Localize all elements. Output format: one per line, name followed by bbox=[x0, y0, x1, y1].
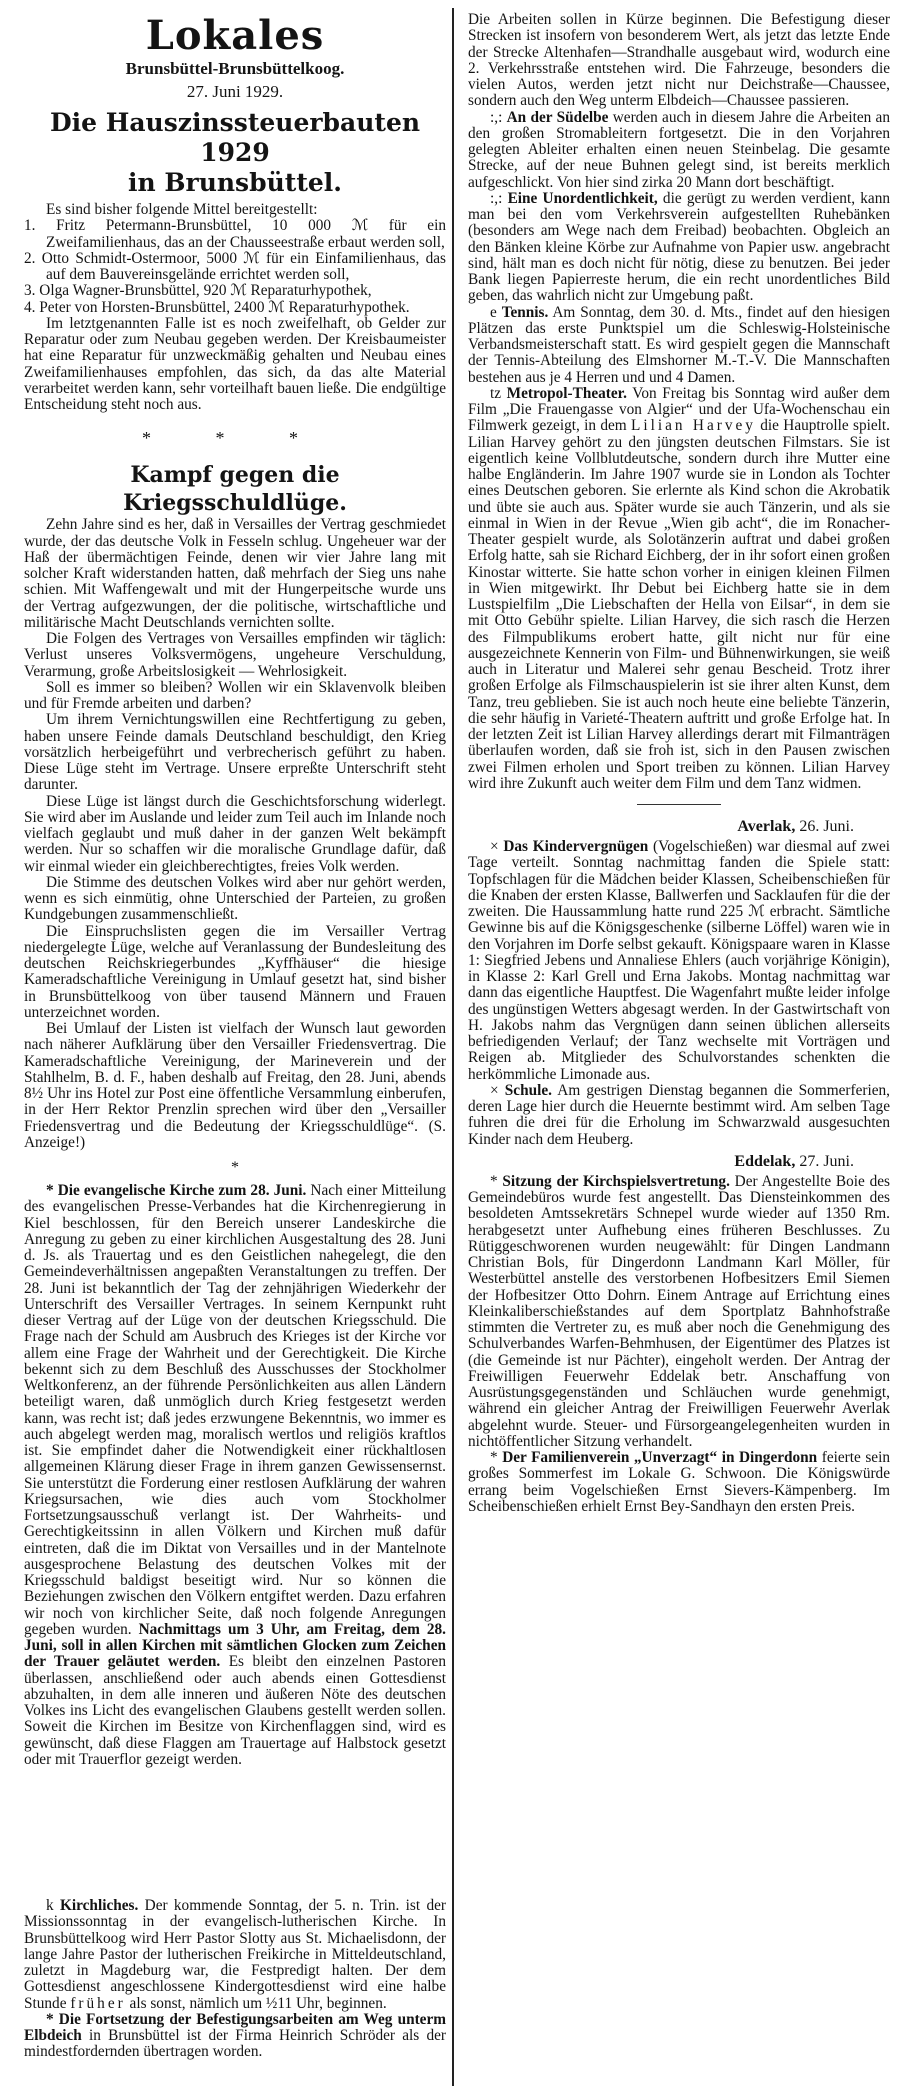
author-mark: tz bbox=[490, 384, 507, 402]
list-item: 3. Olga Wagner-Brunsbüttel, 920 ℳ Reparaturhypothek, bbox=[24, 282, 372, 300]
article-lead: Metropol-Theater. bbox=[506, 384, 627, 402]
article-text: Nach einer Mitteilung des evangelischen Presse-Verbandes hat die Kirchenregierung in Kiel beschlossen, für den Bereich unserer Landeskirche die Anregung zu geben zu einer kirchlichen Ausgestaltung des 28. Juni d. Js. als Trauertag und es den Geistlichen nahegelegt, die den Gemeindeverhältnissen angepaßten Veranstaltungen zu treffen. Der 28. Juni ist bekanntlich der Tag der zehnjährigen Wiederkehr der Unterschrift des Versailler Vertrages. In seinem Kernpunkt ruht dieser Vertrag auf der Lüge von der deutschen Kriegsschuld. Die Frage nach der Schuld am Ausbruch des Krieges ist der Kirche vor allem eine Frage der Wahrheit und der Gerechtigkeit. Die Kirche bekennt sich zu dem Beschluß des Ausschusses der Stockholmer Weltkonferenz, an der führende Persönlichkeiten aus allen Ländern beteiligt waren, daß unmöglich durch Krieg festgesetzt werden kann, was recht ist; daß jedes erzwungene Bekenntnis, wo immer es auch abgelegt werden mag, moralisch wertlos und religiös kraftlos ist. Sie empfindet daher die Notwendigkeit einer rückhaltlosen allgemeinen Klärung dieser Frage in ihrem ganzen Gewissensernst. Sie unterstützt die Forderung einer restlosen Aufklärung der wahren Kriegsursachen, wie dies auch vom Stockholmer Fortsetzungsausschuß verlangt ist. Der Wahrheits- und Gerechtigkeitssinn in allen Völkern und Kirchen muß dafür eintreten, daß die im Diktat von Versailles und in der Mantelnote ausgesprochene Belastung des deutschen Volkes mit der Kriegsschuld baldigst beseitigt wird. Nur so können die Beziehungen zwischen den Völkern entgiftet werden. Dazu erfahren wir noch von kirchlicher Seite, daß noch folgende Anregungen gegeben wurden. bbox=[24, 1182, 446, 1638]
column-divider bbox=[452, 8, 454, 2086]
dateline-averlak bbox=[468, 817, 890, 837]
author-mark: e bbox=[490, 303, 502, 321]
section-rule bbox=[637, 804, 721, 805]
article-lead: Eine Unordentlichkeit, bbox=[507, 189, 658, 207]
article-text: Von Freitag bis Sonntag wird außer dem Film „Die Frauengasse von Algier“ und der Ufa-Wochenschau ein Filmwerk gezeigt, in dem bbox=[468, 384, 891, 435]
list-item: 2. Otto Schmidt-Ostermoor, 5000 ℳ für ein Einfamilienhaus, das auf dem Bauvereinsgelände errichtet werden soll, bbox=[24, 249, 446, 283]
article-text: Der kommende Sonntag, der 5. n. Trin. ist der Missionssonntag in der evangelisch-lutherischen Kirche. In Brunsbüttelkoog wird Herr Pastor Slotty aus St. Michaelisdonn, der lange Jahre Pastor der lutherischen Freikirche in Mitteldeutschland, zuletzt in Magdeburg war, die Festpredigt halten. Der dem Gottesdienst angeschlossene Kindergottesdienst wird eine halbe Stunde bbox=[24, 1897, 446, 2012]
section-title: Lokales bbox=[145, 12, 325, 59]
article-familienverein bbox=[468, 1450, 890, 1515]
article-text: Der Angestellte Boie des Gemeindebüros wurde fest angestellt. Das Diensteinkommen des besoldeten Amtssekretärs Schnepel wurde wieder auf 1350 Rm. herabgesetzt unter Aufhebung eines früheren Beschlusses. Zu Rütiggeschworenen wurden neugewählt: für Dingen Landmann Christian Bols, für Dingerdonn Landmann Karl Möller, für Westerbüttel anstelle des verstorbenen Hofbesitzers Emil Siemen der Hofbesitzer Otto Dohrn. Einem Antrage auf Errichtung eines Kleinkaliberschießstandes auf dem Sportplatz Bahnhofstraße stimmten die Vertreter zu, es muß aber noch die Genehmigung des Schulverbandes Warfen-Behmhusen, der Eigentümer des Platzes ist (die Gemeinde ist nur Pächter), eingeholt werden. Der Antrag der Freiwilligen Feuerwehr Eddelak betr. Anschaffung von Ausrüstungsgegenständen und Schläuchen wurde genehmigt, während ein gleicher Antrag der Freiwilligen Feuerwehr Averlak abgelehnt wurde. Steuer- und Fürsorgeangelegenheiten wurden in nichtöffentlicher Sitzung verhandelt. bbox=[468, 1172, 890, 1450]
article-text: die gerügt zu werden verdient, kann man bei den vom Verkehrsverein aufgestellten Ruhebänken (besonders am Wege nach dem Freibad) beobachten. Obgleich an den Bänken kleine Körbe zur Aufnahme von Papier usw. angebracht sind, hält man es doch nicht für nötig, diese zu benutzen. Bei jeder Bank liegen Papierreste herum, die ein recht unordentliches Bild geben, das wahrlich nicht zur Umgebung paßt. bbox=[468, 189, 890, 305]
author-mark: * bbox=[490, 1449, 503, 1466]
paragraph: Bei Umlauf der Listen ist vielfach der Wunsch laut geworden nach näherer Aufklärung über den Versailler Friedensvertrag. Die Kameradschaftliche Vereinigung, der Marineverein und der Stahlhelm, B. d. F., haben deshalb auf Freitag, den 28. Juni, abends 8½ Uhr ins Hotel zur Post eine öffentliche Versammlung einberufen, in der Herr Rektor Prenzlin sprechen wird über den „Versailler Friedensvertrag und die Bedeutung der Kriegsschuldlüge“. (S. Anzeige!) bbox=[24, 1020, 446, 1151]
article-lead: Schule. bbox=[504, 1081, 552, 1099]
paragraph: Es sind bisher folgende Mittel bereitgestellt: bbox=[46, 201, 318, 218]
separator-star: * bbox=[231, 1159, 239, 1176]
article-suedelbe bbox=[468, 110, 890, 191]
article-schule bbox=[468, 1083, 890, 1148]
paragraph: Die Einspruchslisten gegen die im Versailler Vertrag niedergelegte Lüge, welche auf Veranlassung der Bundesleitung des deutschen Reichskriegerbundes „Kyffhäuser“ die hiesige Kameradschaftliche Vereinigung in Umlauf gesetzt hat, sind bisher in Brunsbüttelkoog von über tausend Männern und Frauen unterzeichnet worden. bbox=[24, 922, 446, 1021]
left-column bbox=[24, 14, 446, 1768]
separator-stars: * * * bbox=[142, 428, 328, 449]
article-emphasis: Nachmittags um 3 Uhr, am Freitag, dem 28. Juni, soll in allen Kirchen mit sämtlichen Glocken zum Zeichen der Trauer geläutet werden. bbox=[24, 1620, 446, 1671]
headline: Kampf gegen die Kriegsschuldlüge. bbox=[123, 462, 347, 517]
article-text: Am Sonntag, dem 30. d. Mts., findet auf den hiesigen Plätzen das erste Punktspiel um die Schleswig-Holsteinische Verbandsmeisterschaft statt. Es wird gespielt gegen die Mannschaft der Tennis-Abteilung des Elmshorner M.-T.-V. Die Mannschaften bestehen aus je 4 Herren und und 4 Damen. bbox=[468, 303, 890, 386]
article-befestigungsarbeiten-continued: Die Arbeiten sollen in Kürze beginnen. Die Befestigung dieser Strecken ist insofern von besonderem Wert, als jetzt das letzte Ende der Strecke Altenhafen—Strandhalle ausgebaut wird, wodurch eine 2. Verkehrsstraße entstehen wird. Die Fahrzeuge, besonders die vielen Autos, werden jetzt nicht nur Deichstraße—Chaussee, sondern auch den Weg unterm Elbdeich—Chaussee passieren. bbox=[468, 11, 890, 110]
article-lead: Kirchliches. bbox=[59, 1897, 139, 1914]
article-text-spaced: früher bbox=[70, 1994, 126, 2012]
article-lead: Der Familienverein „Unverzagt“ in Dingerdonn bbox=[502, 1449, 818, 1466]
author-mark: :,: bbox=[490, 189, 508, 207]
dateline-date: 26. Juni. bbox=[795, 818, 854, 835]
paragraph: Diese Lüge ist längst durch die Geschichtsforschung widerlegt. Sie wird aber im Auslande und leider zum Teil auch im Inlande noch vielfach geglaubt und muß daher in der ganzen Welt bekämpft werden. Nur so schaffen wir die moralische Grundlage dafür, daß wir einmal wieder ein gleichberechtigtes, freies Volk werden. bbox=[24, 792, 446, 875]
dateline-place: Averlak, bbox=[737, 818, 796, 835]
article-metropol-theater bbox=[468, 386, 890, 792]
article-evangelische-kirche bbox=[24, 1183, 446, 1768]
article-tennis bbox=[468, 305, 890, 386]
author-mark: * bbox=[490, 1172, 503, 1190]
paragraph: Um ihrem Vernichtungswillen eine Rechtfertigung zu geben, haben unsere Feinde damals Deutschland beschuldigt, den Krieg vorsätzlich herbeigeführt und verbrecherisch geführt zu haben. Diese Lüge steht im Vertrage. Unsere erpreßte Unterschrift steht darunter. bbox=[24, 711, 446, 794]
article-text: (Vogelschießen) war diesmal auf zwei Tage verteilt. Sonntag nachmittag fanden die Spiele statt: Topfschlagen für die Mädchen beider Klassen, Scheibenschießen für die Knaben der ersten Klasse, Ballwerfen und Sacklaufen für die der zweiten. Die Haussammlung hatte rund 225 ℳ erbracht. Sämtliche Gewinne bis auf die Königsgeschenke (silberne Löffel) waren wie in den Vorjahren im Dorfe selbst gekauft. Königspaare waren in Klasse 1: Siegfried Jebens und Annaliese Ehlers (auch vorjährige Königin), in Klasse 2: Karl Grell und Erna Jakobs. Montag nachmittag war dann das eigentliche Hauptfest. Die Wagenfahrt mußte leider infolge des ungünstigen Wetters abgesagt werden. In der Gastwirtschaft von H. Jakobs nahm das Vergnügen dann seinen üblichen allerseits befriedigenden Verlauf; der Tanz wechselte mit Vorträgen und Reigen ab. Mitglieder des Schulvorstandes schenkten die herkömmliche Limonade aus. bbox=[468, 838, 891, 1083]
right-column bbox=[468, 12, 890, 1515]
article-text: die Hauptrolle spielt. Lilian Harvey gehört zu den jüngsten deutschen Filmstars. Sie ist eigentlich keine Vollblutdeutsche, sondern durch ihre Mutter eine halbe Engländerin. Im Jahre 1907 wurde sie in London als Tochter eines Deutschen geboren. Sie erlernte als Kind schon die Akrobatik und übte sie auch aus. Später wurde sie auch Tänzerin, und als sie einmal in Wien in der Revue „Wien gib acht“, die im Ronacher-Theater gespielt wurde, als Solotänzerin auftrat und dabei großen Erfolg hatte, sah sie Richard Eichberg, der in ihr sofort einen großen Kinostar witterte. Sie hatte schon vorher in einigen kleinen Filmen in Wien mitgewirkt. Ihr Debut bei Eichberg hatte sie in dem Lustspielfilm „Die Liebschaften der Hella von Eilsar“, in dem sie mit Otto Gebühr spielte. Lilian Harvey, die sich rasch die Herzen des Filmpublikums erobert hatte, gilt nicht nur für eine ausgezeichnete Kennerin von Film- und Bühnenwirkungen, sie weiß auch in Literatur und Malerei sehr genau Bescheid. Trotz ihrer großen Erfolge als Filmschauspielerin ist sie ihrer alten Kunst, dem Tanz, treu geblieben. Sie ist auch noch heute eine beliebte Tänzerin, die sehr häufig in Varieté-Theatern auftritt und große Erfolge hat. In der letzten Zeit ist Lilian Harvey allerdings derart mit Filmanträgen überlaufen worden, daß sie froh ist, sich in den Pausen zwischen zwei Filmen erholen und Sport treiben zu können. Lilian Harvey wird ihre Zukunft auch weiter dem Film und dem Tanz widmen. bbox=[468, 417, 891, 792]
author-mark: :,: bbox=[490, 108, 507, 126]
article-kriegsschuldluege bbox=[24, 461, 446, 1151]
section-date: 27. Juni 1929. bbox=[186, 82, 284, 101]
dateline-place: Eddelak, bbox=[734, 1152, 796, 1170]
article-text-spaced: Lilian Harvey bbox=[631, 417, 756, 435]
author-mark: × bbox=[490, 838, 504, 855]
left-column-bottom bbox=[24, 1898, 446, 2061]
dateline-date: 27. Juni. bbox=[795, 1152, 854, 1170]
article-kindervergnuegen bbox=[468, 839, 890, 1083]
paragraph: Im letztgenannten Falle ist es noch zweifelhaft, ob Gelder zur Reparatur oder zum Neubau gegeben werden. Der Kreisbaumeister hat eine Reparatur für unzweckmäßig gehalten und Neubau eines Zweifamilienhauses empfohlen, das sich, da das alte Material verarbeitet werden kann, sehr vorteilhaft bauen ließe. Die endgültige Entscheidung steht noch aus. bbox=[24, 314, 446, 413]
author-mark: × bbox=[490, 1081, 505, 1099]
article-lead: Das Kindervergnügen bbox=[503, 838, 649, 855]
article-lead: Sitzung der Kirchspielsvertretung. bbox=[502, 1172, 730, 1190]
article-text: Am gestrigen Dienstag begannen die Sommerferien, deren Lage hier durch die Heuernte bestimmt wird. Am selben Tage fuhren die drei für die Erholung im Schwarzwald ausgesuchten Kinder nach dem Heuberg. bbox=[468, 1081, 891, 1148]
article-text: werden auch in diesem Jahre die Arbeiten an den großen Stromableitern fortgesetzt. Die in den Vorjahren gelegten Ableiter erhalten einen neuen Steinbelag. Die gesamte Strecke, auf der neue Buhnen gelegt sind, ist bereits merklich aufgeschlickt. Von hier sind zirka 20 Mann dort beschäftigt. bbox=[468, 108, 890, 191]
article-lead: * Die Fortsetzung der Befestigungsarbeiten am Weg unterm Elbdeich bbox=[24, 2010, 446, 2044]
section-place: Brunsbüttel-Brunsbüttelkoog. bbox=[125, 59, 345, 78]
list-item: 4. Peter von Horsten-Brunsbüttel, 2400 ℳ Reparaturhypothek. bbox=[24, 298, 410, 316]
article-text: feierte sein großes Sommerfest im Lokale G. Schwoon. Die Königswürde errang beim Vogelschießen Ernst Sievers-Kämpenberg. Im Scheibenschießen erhielt Ernst Bey-Sandhayn den ersten Preis. bbox=[468, 1449, 890, 1515]
headline: in Brunsbüttel. bbox=[128, 168, 342, 197]
article-unordentlichkeit bbox=[468, 191, 890, 305]
article-text: in Brunsbüttel ist der Firma Heinrich Schröder als der mindestfordernden übertragen worden. bbox=[24, 2027, 446, 2061]
paragraph: Zehn Jahre sind es her, daß in Versailles der Vertrag geschmiedet wurde, der das deutsche Volk in Fesseln schlug. Ungeheuer war der Haß der übermächtigen Feinde, denen wir vier Jahre lang mit solcher Kraft widerstanden hatten, daß mehrfach der Sieg uns nahe schien. Mit Waffengewalt und mit der Hungerpeitsche wurde uns der Vertrag aufgezwungen, der die politische, wirtschaftliche und militärische Macht Deutschlands vernichten sollte. bbox=[24, 516, 446, 631]
paragraph: Soll es immer so bleiben? Wollen wir ein Sklavenvolk bleiben und für Fremde arbeiten und darben? bbox=[24, 678, 446, 712]
article-kirchliches bbox=[24, 1898, 446, 2012]
paragraph: Die Folgen des Vertrages von Versailles empfinden wir täglich: Verlust unseres Volksvermögens, ungeheure Verschuldung, Verarmung, große Arbeitslosigkeit — Wehrlosigkeit. bbox=[24, 630, 446, 680]
headline: Die Hauszinssteuerbauten 1929 bbox=[49, 108, 421, 167]
article-kirchspielsvertretung bbox=[468, 1174, 890, 1450]
article-text: Es bleibt den einzelnen Pastoren überlassen, anschließend oder auch abends einen Gottesdienst abzuhalten, in dem alle inneren und äußeren Nöte des deutschen Volkes ins Licht des evangelischen Glaubens gestellt werden sollen. Soweit die Kirchen im Besitze von Kirchenflaggen sind, wird es gewünscht, daß diese Flaggen am Trauertage auf Halbstock gesetzt oder mit Trauerflor gezeigt werden. bbox=[24, 1653, 446, 1768]
list-item: 1. Fritz Petermann-Brunsbüttel, 10 000 ℳ für ein Zweifamilienhaus, das an der Chausseestraße erbaut werden soll, bbox=[24, 217, 446, 251]
article-text: als sonst, nämlich um ½11 Uhr, beginnen. bbox=[125, 1994, 387, 2012]
paragraph: Die Stimme des deutschen Volkes wird aber nur gehört werden, wenn es sich einmütig, ohne Unterschied der Parteien, zu großen Kundgebungen zusammenschließt. bbox=[24, 873, 446, 924]
dateline-eddelak bbox=[468, 1152, 890, 1172]
article-lead: Tennis. bbox=[501, 303, 549, 321]
article-lead: An der Südelbe bbox=[506, 108, 609, 126]
funding-list bbox=[24, 218, 446, 316]
article-lead: * Die evangelische Kirche zum 28. Juni. bbox=[46, 1182, 307, 1199]
article-befestigungsarbeiten bbox=[24, 2012, 446, 2061]
article-hauszinssteuerbauten bbox=[24, 108, 446, 413]
author-mark: k bbox=[46, 1897, 60, 1914]
